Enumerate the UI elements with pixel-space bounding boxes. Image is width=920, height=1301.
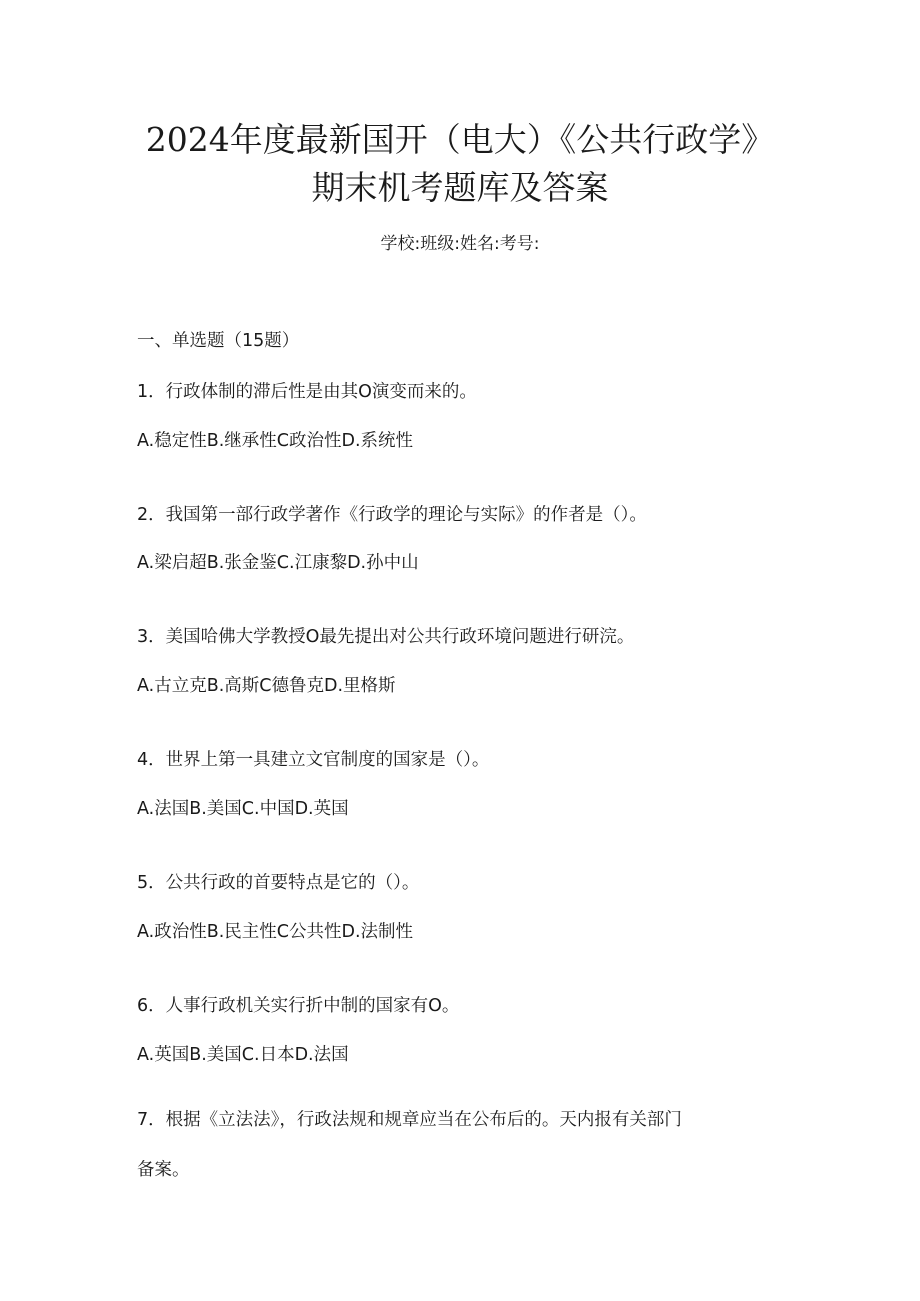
question-2-stem: 2．我国第一部行政学著作《行政学的理论与实际》的作者是（）。 [137,505,647,525]
question-7-stem-line-1: 7．根据《立法法》，行政法规和规章应当在公布后的。天内报有关部门 [137,1110,682,1130]
question-7-stem-line-2: 备案。 [137,1160,190,1180]
question-6-options: A.英国B.美国C.日本D.法国 [137,1045,349,1065]
question-6-stem: 6．人事行政机关实行折中制的国家有O。 [137,996,460,1016]
question-2-options: A.梁启超B.张金鉴C.江康黎D.孙中山 [137,553,419,573]
question-1-stem: 1．行政体制的滞后性是由其O演变而来的。 [137,382,477,402]
document-title-line-1: 2024年度最新国开（电大）《公共行政学》 [145,120,775,159]
question-1-options: A.稳定性B.继承性C政治性D.系统性 [137,431,414,451]
question-4-stem: 4．世界上第一具建立文官制度的国家是（）。 [137,750,490,770]
question-3-stem: 3．美国哈佛大学教授O最先提出对公共行政环境问题进行研浣。 [137,627,635,647]
question-3-options: A.古立克B.高斯C德鲁克D.里格斯 [137,676,396,696]
section-heading: 一、单选题（15题） [137,331,300,351]
document-title-line-2: 期末机考题库及答案 [311,168,609,207]
student-info-line: 学校:班级:姓名:考号: [380,234,540,254]
question-5-options: A.政治性B.民主性C公共性D.法制性 [137,922,414,942]
question-4-options: A.法国B.美国C.中国D.英国 [137,799,349,819]
question-5-stem: 5．公共行政的首要特点是它的（）。 [137,873,420,893]
